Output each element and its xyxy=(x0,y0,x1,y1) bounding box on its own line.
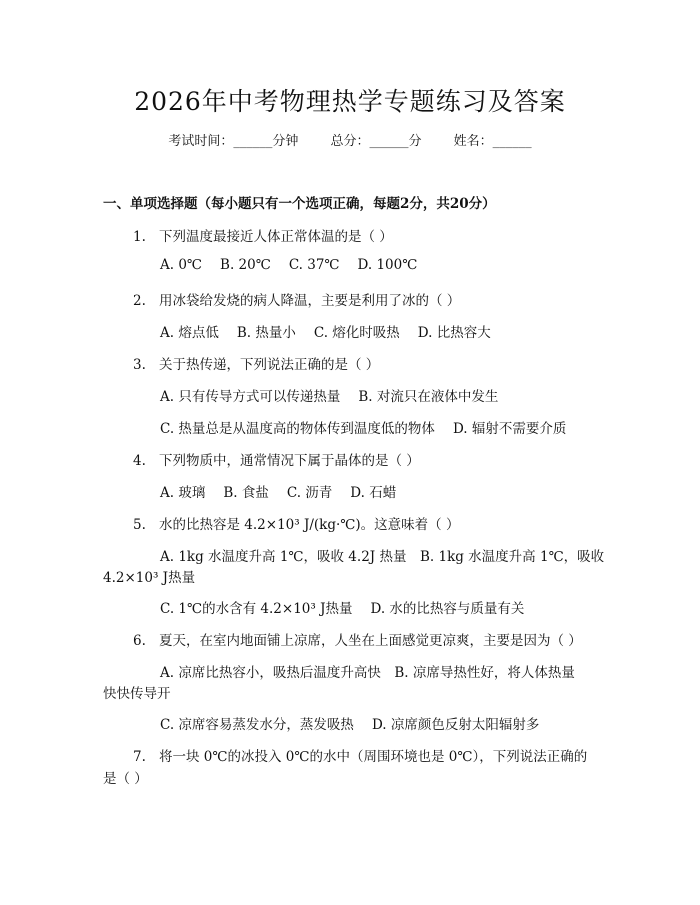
question-number: 7. xyxy=(133,749,146,765)
option-b: B. 对流只在液体中发生 xyxy=(358,389,499,405)
question-2 xyxy=(133,289,460,309)
question-number: 3. xyxy=(133,357,146,373)
question-stem: 用冰袋给发烧的病人降温，主要是利用了冰的（ ） xyxy=(159,293,461,309)
option-d: D. 100℃ xyxy=(357,257,418,273)
section-heading: 一、单项选择题（每小题只有一个选项正确，每题2分，共20分） xyxy=(103,196,496,212)
option-ab-line2: 快快传导开 xyxy=(103,686,171,702)
question-7 xyxy=(133,745,587,765)
exam-time: 考试时间：______分钟 xyxy=(168,134,299,149)
question-5-options-cd xyxy=(160,597,542,617)
option-a: A. 玻璃 xyxy=(160,485,206,501)
question-4-options xyxy=(160,481,414,501)
question-5-options-ab xyxy=(160,545,622,565)
exam-meta xyxy=(0,130,700,149)
question-stem: 夏天，在室内地面铺上凉席，人坐在上面感觉更凉爽，主要是因为（ ） xyxy=(159,633,582,649)
option-c: C. 熔化时吸热 xyxy=(313,325,400,341)
question-stem-line2: 是（ ） xyxy=(103,771,148,787)
total-score: 总分：______分 xyxy=(330,134,422,149)
option-d: D. 水的比热容与质量有关 xyxy=(370,601,525,617)
question-3 xyxy=(133,353,379,373)
question-stem: 关于热传递，下列说法正确的是（ ） xyxy=(159,357,380,373)
question-6 xyxy=(133,629,582,649)
question-5 xyxy=(133,513,459,533)
option-d: D. 凉席颜色反射太阳辐射多 xyxy=(371,717,540,733)
question-number: 2. xyxy=(133,293,146,309)
question-stem: 下列温度最接近人体正常体温的是（ ） xyxy=(159,229,393,245)
question-2-options xyxy=(160,321,509,341)
page-title: 2026年中考物理热学专题练习及答案 xyxy=(134,87,566,116)
option-c: C. 沥青 xyxy=(286,485,333,501)
question-6-options-ab-wrap xyxy=(103,682,171,702)
student-name: 姓名：______ xyxy=(453,134,532,149)
option-b: B. 热量小 xyxy=(236,325,296,341)
question-1 xyxy=(133,225,393,245)
option-d: D. 辐射不需要介质 xyxy=(452,421,567,437)
question-6-options-cd xyxy=(160,713,557,733)
option-ab-line2: 4.2×10³ J热量 xyxy=(103,570,196,586)
option-a: A. 只有传导方式可以传递热量 xyxy=(160,389,341,405)
question-3-options-ab xyxy=(160,385,516,405)
question-number: 4. xyxy=(133,453,146,469)
question-stem: 水的比热容是 4.2×10³ J/(kg·℃)。这意味着（ ） xyxy=(159,517,460,533)
option-c: C. 37℃ xyxy=(288,257,340,273)
option-d: D. 比热容大 xyxy=(417,325,491,341)
question-number: 6. xyxy=(133,633,146,649)
question-5-options-ab-wrap xyxy=(103,566,195,586)
question-7-wrap xyxy=(103,767,148,787)
question-4 xyxy=(133,449,420,469)
option-ab-line1: A. 凉席比热容小，吸热后温度升高快 B. 凉席导热性好，将人体热量 xyxy=(160,665,575,681)
question-number: 1. xyxy=(133,229,146,245)
question-3-options-cd xyxy=(160,417,584,437)
option-c: C. 1℃的水含有 4.2×10³ J热量 xyxy=(160,601,353,617)
option-c: C. 热量总是从温度高的物体传到温度低的物体 xyxy=(160,421,435,437)
option-a: A. 0℃ xyxy=(160,257,203,273)
option-b: B. 20℃ xyxy=(220,257,271,273)
question-number: 5. xyxy=(133,517,146,533)
question-6-options-ab xyxy=(160,661,593,681)
option-b: B. 食盐 xyxy=(223,485,269,501)
option-ab-line1: A. 1kg 水温度升高 1℃，吸收 4.2J 热量 B. 1kg 水温度升高 1℃，吸收 xyxy=(160,549,605,565)
question-1-options xyxy=(160,257,435,273)
option-d: D. 石蜡 xyxy=(350,485,397,501)
question-stem: 下列物质中，通常情况下属于晶体的是（ ） xyxy=(159,453,420,469)
question-stem-line1: 将一块 0℃的冰投入 0℃的水中（周围环境也是 0℃），下列说法正确的 xyxy=(159,749,588,765)
option-a: A. 熔点低 xyxy=(160,325,219,341)
option-c: C. 凉席容易蒸发水分，蒸发吸热 xyxy=(160,717,354,733)
